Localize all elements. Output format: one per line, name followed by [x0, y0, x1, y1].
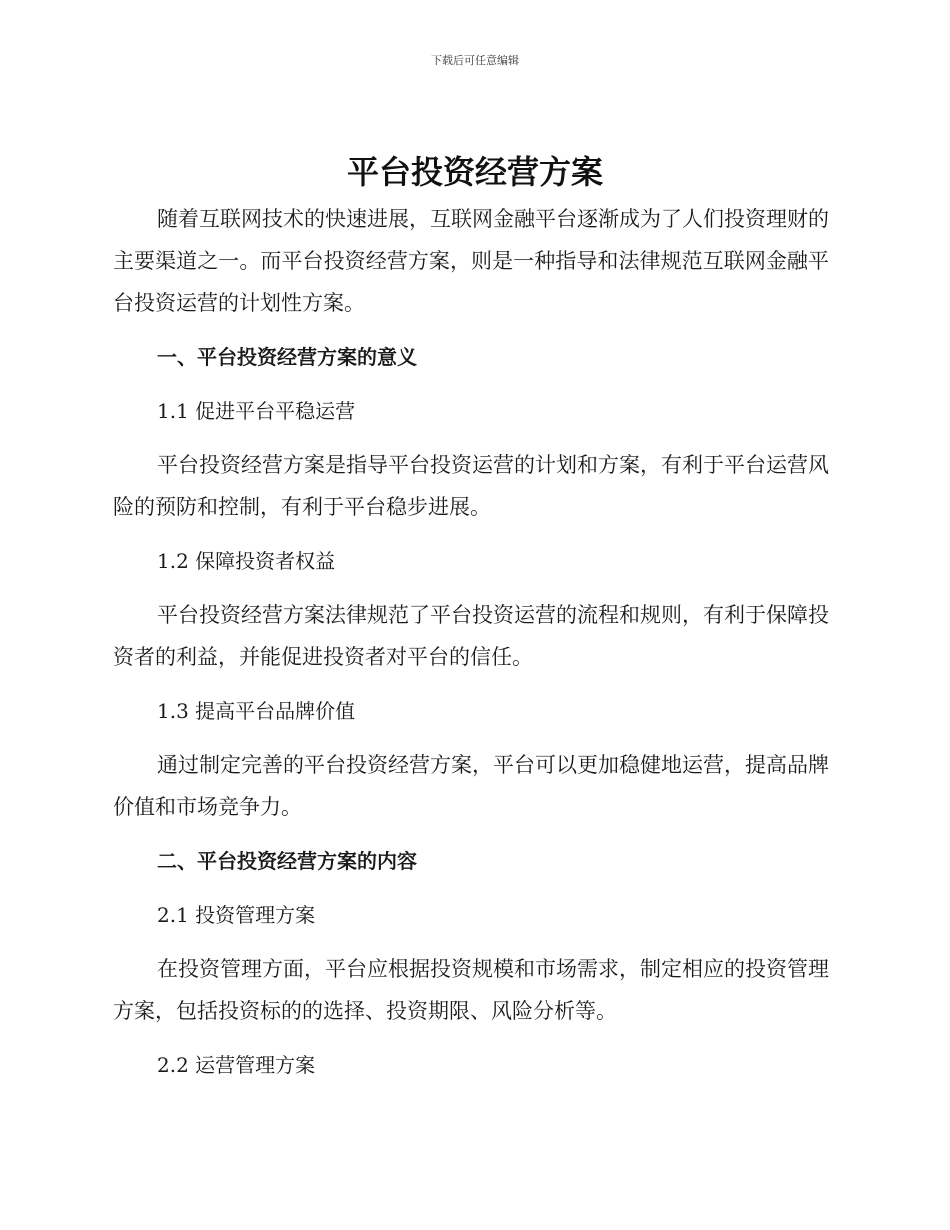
section-2-heading: 二、平台投资经营方案的内容 [157, 849, 417, 873]
section-1-heading: 一、平台投资经营方案的意义 [157, 345, 417, 369]
section-1-3-title: 1.3 提高平台品牌价值 [157, 699, 356, 723]
section-1-1-body: 平台投资经营方案是指导平台投资运营的计划和方案，有利于平台运营风险的预防和控制，有利于平台稳步进展。 [113, 453, 829, 519]
section-1-2-title: 1.2 保障投资者权益 [157, 549, 336, 573]
section-1-2-body: 平台投资经营方案法律规范了平台投资运营的流程和规则，有利于保障投资者的利益，并能促进投资者对平台的信任。 [113, 603, 829, 669]
document-title: 平台投资经营方案 [346, 153, 603, 191]
intro-paragraph: 随着互联网技术的快速进展，互联网金融平台逐渐成为了人们投资理财的主要渠道之一。而平台投资经营方案，则是一种指导和法律规范互联网金融平台投资运营的计划性方案。 [113, 207, 829, 315]
document-body [113, 198, 829, 1098]
section-2-2-title: 2.2 运营管理方案 [157, 1053, 316, 1077]
page-header-note: 下载后可任意编辑 [431, 54, 519, 67]
section-1-1-title: 1.1 促进平台平稳运营 [157, 399, 356, 423]
section-2-1-body: 在投资管理方面，平台应根据投资规模和市场需求，制定相应的投资管理方案，包括投资标的的选择、投资期限、风险分析等。 [113, 957, 829, 1023]
section-1-3-body: 通过制定完善的平台投资经营方案，平台可以更加稳健地运营，提高品牌价值和市场竞争力。 [113, 753, 829, 819]
section-2-1-title: 2.1 投资管理方案 [157, 903, 316, 927]
